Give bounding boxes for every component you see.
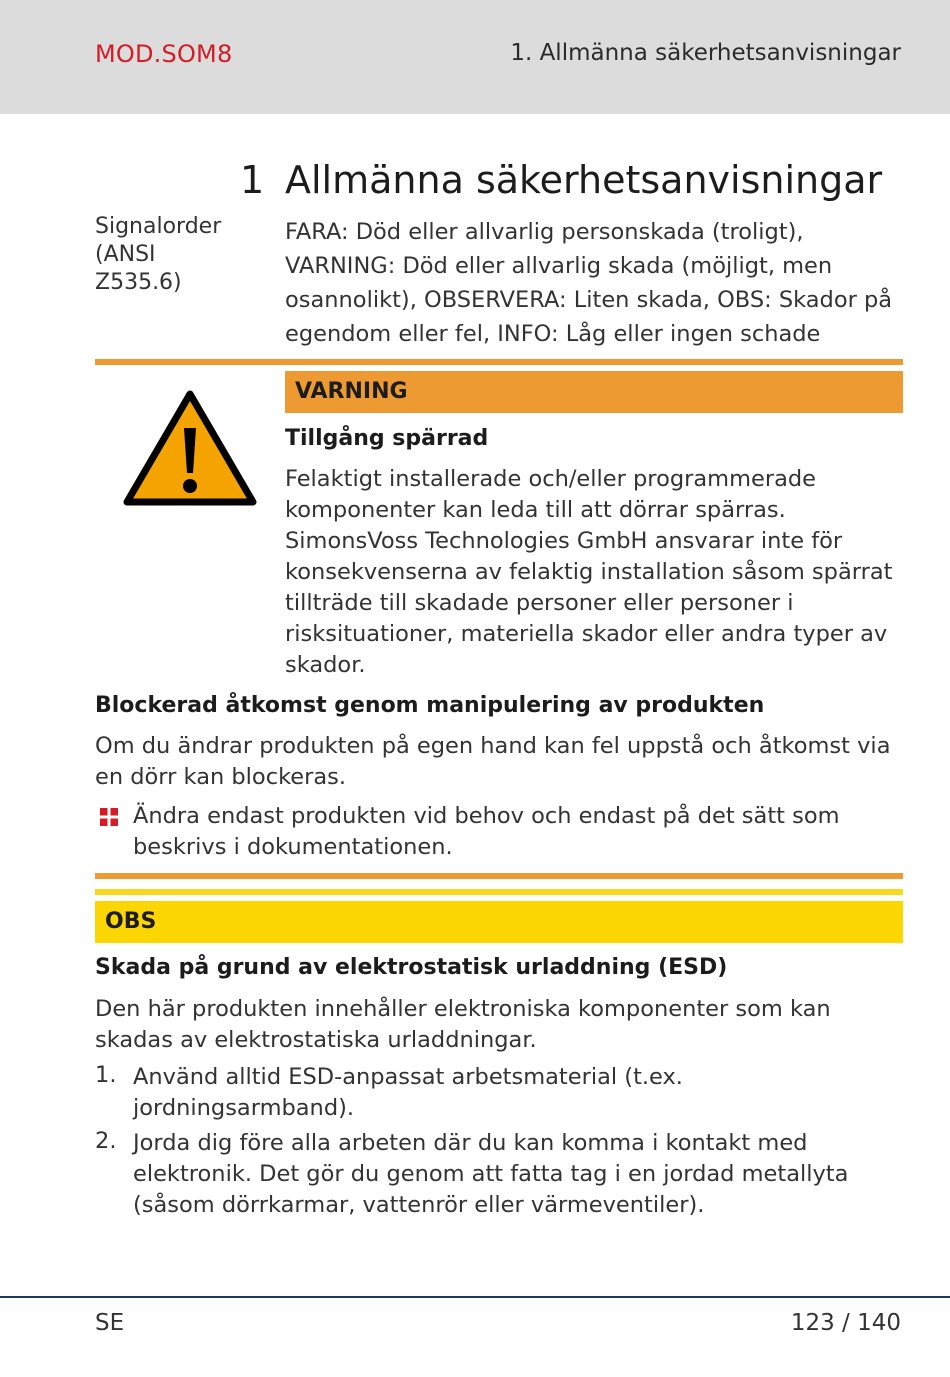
brand-name: MOD.SOM8 (95, 40, 233, 68)
page-header (0, 0, 950, 114)
warning-text: Felaktigt installerade och/eller programmerade komponenter kan leda till att dörrar spärras. SimonsVoss Technologies GmbH ansvarar inte för konsekvenserna av felaktig installation såsom spärrat tillträde till skadade personer eller personer i risksituationer, materiella skador eller andra typer av skador. (285, 466, 893, 678)
warning-bar: VARNING (285, 371, 903, 413)
signal-words-label: Signalorder (ANSI Z535.6) (95, 214, 222, 295)
esd-text: Den här produkten innehåller elektroniska komponenter som kan skadas av elektrostatiska urladdningar. (95, 996, 831, 1053)
obs-rule-orange (95, 873, 903, 879)
blocked-access-title: Blockerad åtkomst genom manipulering av produkten (95, 693, 765, 718)
blocked-access-text: Om du ändrar produkten på egen hand kan fel uppstå och åtkomst via en dörr kan blockeras. (95, 733, 891, 790)
step-number: 1. (95, 1062, 117, 1088)
footer-page-number: 123 / 140 (790, 1310, 901, 1336)
chapter-number: 1 (240, 158, 265, 202)
step-number: 2. (95, 1128, 117, 1154)
chapter-heading (240, 158, 882, 202)
step-text: Jorda dig före alla arbeten där du kan komma i kontakt med elektronik. Det gör du genom att fatta tag i en jordad metallyta (såsom dörrkarmar, vattenrör eller värmeventiler). (133, 1130, 849, 1218)
blocked-access-bullet: Ändra endast produkten vid behov och endast på det sätt som beskrivs i dokumentationen. (133, 803, 840, 860)
warning-triangle-icon (122, 388, 258, 508)
warning-title: Tillgång spärrad (285, 426, 489, 451)
signal-words-text: FARA: Död eller allvarlig personskada (troligt), VARNING: Död eller allvarlig skada (möjligt, men osannolikt), OBSERVERA: Liten skada, OBS: Skador på egendom eller fel, INFO: Låg eller ingen schade (285, 219, 893, 347)
obs-rule-yellow (95, 889, 903, 895)
esd-title: Skada på grund av elektrostatisk urladdning (ESD) (95, 955, 728, 980)
warning-rule (95, 359, 903, 365)
obs-bar: OBS (95, 901, 903, 943)
running-chapter-title: 1. Allmänna säkerhetsanvisningar (510, 40, 901, 66)
step-text: Använd alltid ESD-anpassat arbetsmaterial (t.ex. jordningsarmband). (133, 1064, 683, 1121)
footer-language: SE (95, 1310, 125, 1336)
footer-rule (0, 1296, 950, 1298)
chapter-title: Allmänna säkerhetsanvisningar (285, 158, 883, 202)
red-squares-bullet-icon (100, 808, 118, 826)
